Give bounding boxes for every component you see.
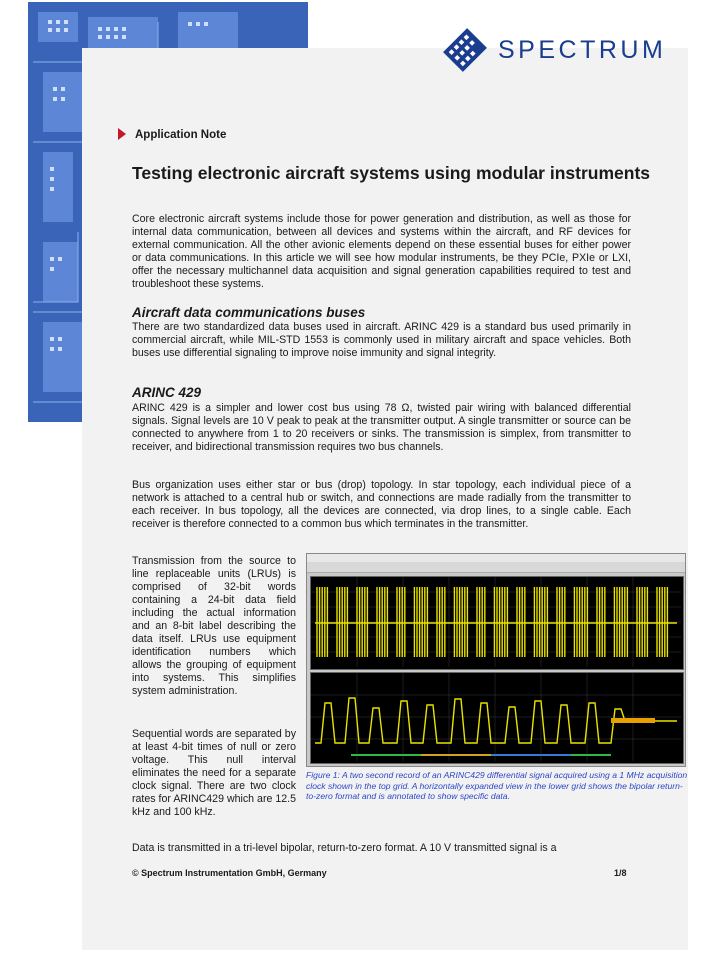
signal-overview-grid	[310, 576, 684, 670]
page-number: 1/8	[614, 868, 627, 878]
figure-toolbar	[307, 562, 685, 573]
spectrum-wordmark: SPECTRUM	[498, 36, 667, 64]
document-type-label	[118, 128, 226, 141]
arinc-paragraph-1: ARINC 429 is a simpler and lower cost bus using 78 Ω, twisted pair wiring with balanced differential signals. Signal levels are 10 V peak to peak at the transmitter output. A single transmitter or source can be connected to anywhere from 1 to 20 receivers or sinks. The transmission is simplex, from transmitter to receiver, and bidirectional transmission requires two bus channels.	[132, 402, 631, 453]
arrow-right-icon	[118, 128, 126, 140]
section-heading-buses: Aircraft data communications buses	[132, 305, 366, 320]
figure-caption: Figure 1: A two second record of an ARINC429 differential signal acquired using a 1 MHz acquisition clock shown in the top grid. A horizontally expanded view in the lower grid shows the bipolar return-to-zero format and is annotated to show specific data.	[306, 770, 688, 801]
footer-copyright: © Spectrum Instrumentation GmbH, Germany	[132, 868, 327, 878]
document-title: Testing electronic aircraft systems using modular instruments	[132, 163, 651, 183]
arinc429-signal-figure	[306, 553, 686, 767]
spectrum-logo-icon	[440, 28, 490, 72]
column-paragraph-lru: Transmission from the source to line replaceable units (LRUs) is comprised of 32-bit words containing a 24-bit data field including the actual information and an 8-bit label describing the data itself. LRUs use equipment identification numbers which allows the grouping of equipment into systems. This simplifies system administration.	[132, 555, 296, 697]
document-type-text: Application Note	[135, 129, 227, 141]
figure-menubar	[307, 554, 685, 562]
arinc-paragraph-2: Bus organization uses either star or bus (drop) topology. In star topology, each individual piece of a network is attached to a central hub or switch, and connections are made radially from the transmitter to each receiver. In bus topology, all the devices are connected, via drop lines, to a single cable. Each receiver is therefore connected to a common bus which terminates in the transmitter.	[132, 479, 631, 530]
column-paragraph-null: Sequential words are separated by at least 4-bit times of null or zero voltage. This null interval eliminates the need for a separate clock signal. There are two clock rates for ARINC429 which are 12.5 kHz and 100 kHz.	[132, 728, 296, 818]
signal-zoom-grid	[310, 672, 684, 764]
tri-level-paragraph: Data is transmitted in a tri-level bipolar, return-to-zero format. A 10 V transmitted signal is a	[132, 842, 557, 854]
intro-paragraph: Core electronic aircraft systems include those for power generation and distribution, as well as those for internal data communication, between all devices and systems within the aircraft, and RF devices for external communication. All the other avionic elements depend on these essential buses for either power or data communications. In this article we will see how modular instruments, be they PCIe, PXIe or LXI, offer the necessary multichannel data acquisition and signal generation capabilities required to test and troubleshoot these systems.	[132, 213, 631, 290]
spectrum-logo	[440, 28, 675, 74]
section-heading-arinc429: ARINC 429	[132, 385, 202, 400]
section-paragraph-buses: There are two standardized data buses used in aircraft. ARINC 429 is a standard bus used primarily in commercial aircraft, while MIL-STD 1553 is commonly used in military aircraft and space vehicles. Both buses use differential signaling to improve noise immunity and signal integrity.	[132, 321, 631, 359]
